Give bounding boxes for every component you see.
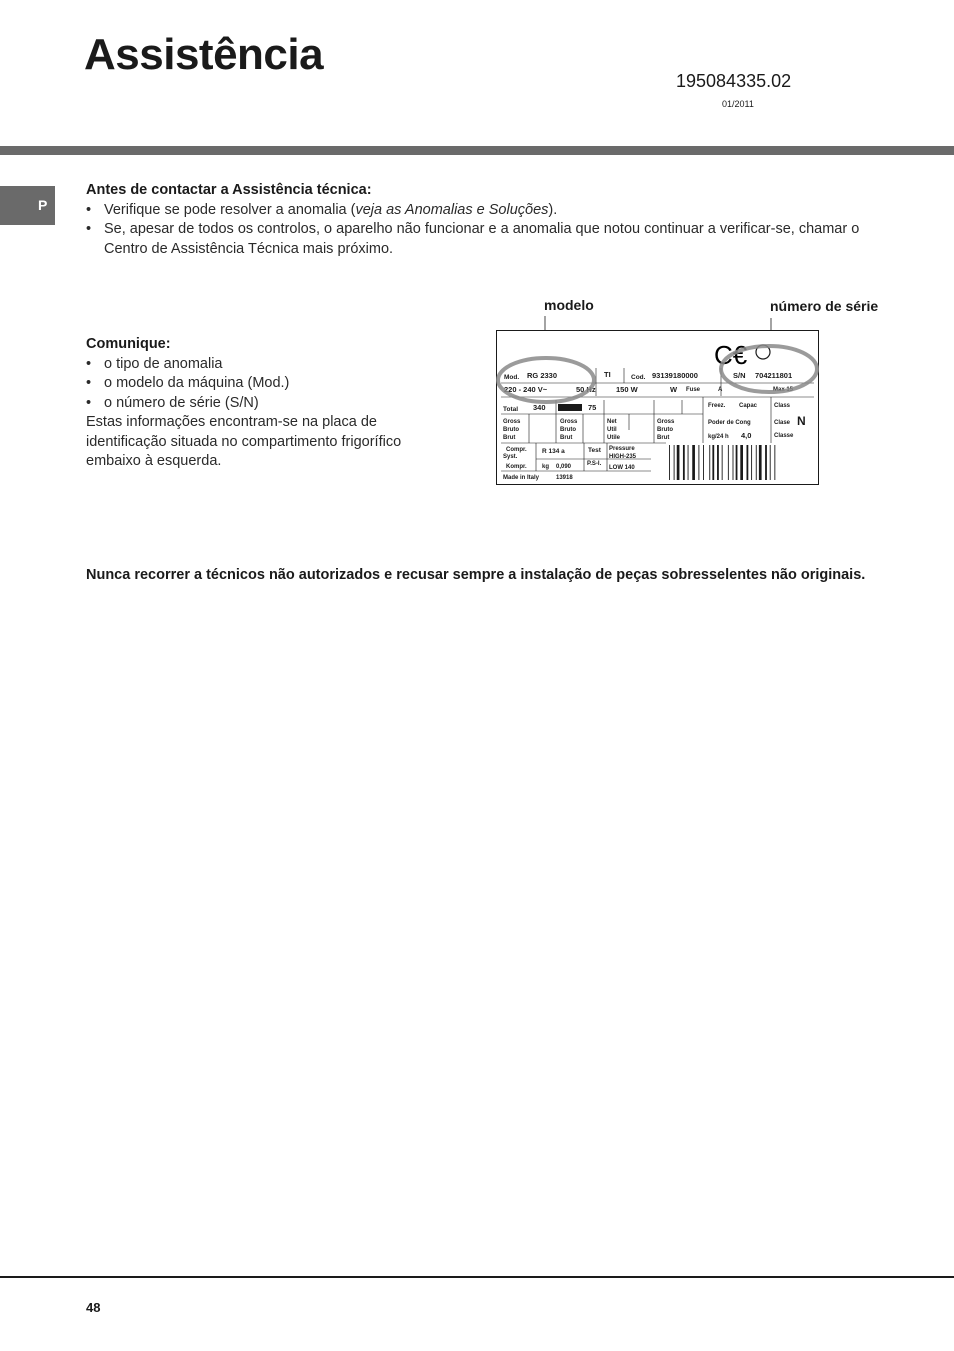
plate-capac: Capac <box>739 403 758 409</box>
bullet-text: ). <box>548 201 558 218</box>
plate-clase: Clase <box>774 420 791 426</box>
cross-reference: veja as Anomalias e Soluções <box>355 201 549 218</box>
plate-wattage: 150 W <box>616 385 638 394</box>
plate-wattage-2: W <box>670 385 678 394</box>
list-item <box>86 201 886 221</box>
section-communicate <box>86 335 456 472</box>
header-rule <box>0 146 954 155</box>
warning-notice: Nunca recorrer a técnicos não autorizados e recusar sempre a instalação de peças sobresselentes não originais. <box>86 567 866 583</box>
serial-number-label: número de série <box>770 298 879 314</box>
plate-total-value: 340 <box>533 403 546 412</box>
plate-classe: Classe <box>774 433 794 439</box>
star-rating-icon <box>558 404 582 411</box>
plate-util: Util <box>607 427 617 433</box>
language-tab <box>0 186 55 225</box>
plate-class: Class <box>774 403 791 409</box>
plate-frequency: 50 Hz <box>576 385 596 394</box>
plate-pressure: Pressure <box>609 446 635 452</box>
bullet-list <box>86 355 456 414</box>
plate-bruto-1: Bruto <box>503 427 519 433</box>
plate-total-value-2: 75 <box>588 403 597 412</box>
bullet-list <box>86 201 886 260</box>
plate-ti: TI <box>604 370 611 379</box>
plate-sn-value: 704211801 <box>755 371 793 380</box>
language-tab-label: P <box>38 197 48 213</box>
plate-fuse: Fuse <box>686 387 701 393</box>
list-item: • o modelo da máquina (Mod.) <box>86 374 456 394</box>
plate-kg: kg <box>542 464 550 470</box>
list-item: • o número de série (S/N) <box>86 394 456 414</box>
plate-gross-3: Gross <box>657 419 675 425</box>
plate-max: Max 15 <box>773 387 794 393</box>
plate-high: HIGH-235 <box>609 454 637 460</box>
plate-brut-1: Brut <box>503 435 516 441</box>
plate-utile: Utile <box>607 435 621 441</box>
list-item: • o tipo de anomalia <box>86 355 456 375</box>
plate-total: Total <box>503 406 519 413</box>
plate-compr: Compr. <box>506 447 527 453</box>
plate-bruto-3: Bruto <box>657 427 673 433</box>
plate-location-paragraph: Estas informações encontram-se na placa de identificação situada no compartimento frigorífico embaixo à esquerda. <box>86 414 402 469</box>
document-number: 195084335.02 <box>676 71 792 91</box>
plate-mod-value: RG 2330 <box>527 371 558 380</box>
bullet-text: Verifique se pode resolver a anomalia ( <box>104 201 356 218</box>
plate-brut-3: Brut <box>657 435 670 441</box>
plate-kompr: Kompr. <box>506 464 527 470</box>
plate-poder-cong: Poder de Cong <box>708 420 751 426</box>
plate-made-in: Made in Italy <box>503 475 540 481</box>
plate-test: Test <box>588 447 601 454</box>
plate-brut-2: Brut <box>560 435 573 441</box>
plate-cod-value: 93139180000 <box>652 371 698 380</box>
plate-gross-1: Gross <box>503 419 521 425</box>
rating-plate <box>496 330 819 485</box>
plate-kg-value: 0,090 <box>556 464 572 470</box>
model-label: modelo <box>544 297 594 313</box>
ce-mark-icon: C€ <box>714 340 748 370</box>
plate-refrigerant: R 134 a <box>542 448 565 455</box>
plate-psi: P.S-I. <box>587 461 602 467</box>
plate-bruto-2: Bruto <box>560 427 576 433</box>
plate-low: LOW 140 <box>609 465 635 471</box>
section-heading: Comunique: <box>86 336 171 352</box>
page-title: Assistência <box>84 30 324 79</box>
plate-kg24: kg/24 h <box>708 434 729 440</box>
plate-syst: Syst. <box>503 454 518 460</box>
plate-kg24-value: 4,0 <box>741 431 752 440</box>
section-heading: Antes de contactar a Assistência técnica: <box>86 182 372 198</box>
plate-freez: Freez. <box>708 403 726 409</box>
plate-sn-label: S/N <box>733 371 746 380</box>
footer-rule <box>0 1276 954 1278</box>
plate-cod-label: Cod. <box>631 374 646 381</box>
plate-gross-2: Gross <box>560 419 578 425</box>
plate-climate-class: N <box>797 414 806 428</box>
plate-net: Net <box>607 419 617 425</box>
page-number: 48 <box>86 1300 101 1315</box>
plate-made-value: 13918 <box>556 475 573 481</box>
document-date: 01/2011 <box>722 99 754 109</box>
plate-ampere: A <box>718 387 723 393</box>
section-before-contacting <box>86 181 886 259</box>
list-item: • Se, apesar de todos os controlos, o aparelho não funcionar e a anomalia que notou continuar a verificar-se, chamar o Centro de Assistência Técnica mais próximo. <box>86 220 886 259</box>
plate-voltage: 220 - 240 V~ <box>504 385 548 394</box>
plate-mod-label: Mod. <box>504 374 520 381</box>
